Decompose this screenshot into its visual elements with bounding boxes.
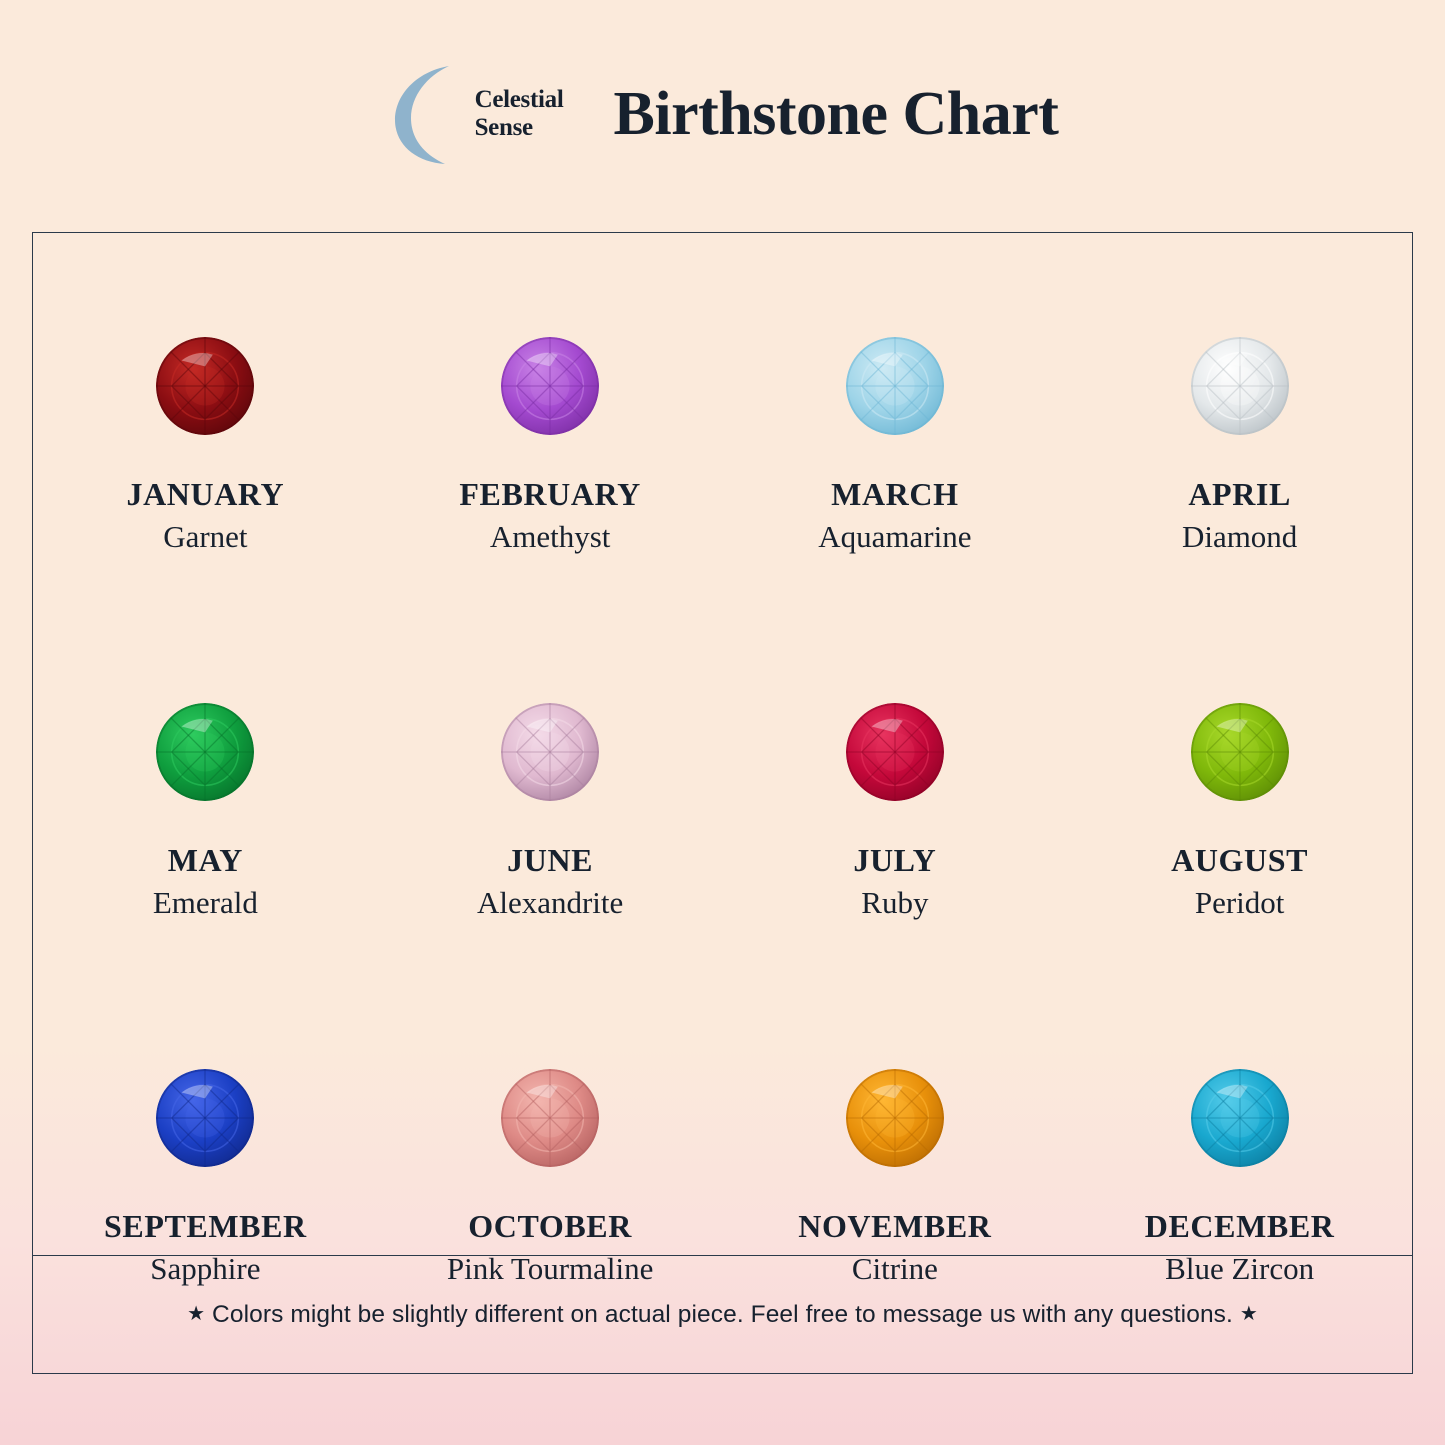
birthstone-gem-name: Diamond — [1181, 519, 1298, 555]
birthstone-gem-name: Peridot — [1194, 885, 1285, 921]
page-header — [0, 0, 1445, 170]
footer-message: Colors might be slightly different on actual piece. Feel free to message us with any questions. — [212, 1300, 1233, 1328]
birthstone-gem-name: Pink Tourmaline — [446, 1251, 654, 1287]
footer-note — [33, 1255, 1412, 1373]
birthstone-gem-name: Aquamarine — [818, 519, 972, 555]
star-icon-left: ★ — [187, 1302, 206, 1325]
crescent-moon-icon — [387, 62, 471, 166]
brand-name — [475, 86, 564, 142]
gemstone-icon — [156, 337, 254, 435]
birthstone-month: AUGUST — [1171, 842, 1309, 878]
birthstone-month: NOVEMBER — [798, 1208, 992, 1244]
birthstone-cell — [33, 295, 378, 661]
birthstone-cell — [1067, 295, 1412, 661]
birthstone-gem-name: Alexandrite — [476, 885, 624, 921]
gemstone-icon — [501, 703, 599, 801]
birthstone-month: JANUARY — [126, 476, 285, 512]
birthstone-gem-name: Amethyst — [489, 519, 611, 555]
gemstone-icon — [846, 1069, 944, 1167]
birthstone-month: JUNE — [507, 842, 594, 878]
gemstone-icon — [156, 703, 254, 801]
birthstone-gem-name: Blue Zircon — [1165, 1251, 1315, 1287]
gemstone-icon — [846, 703, 944, 801]
birthstone-month: APRIL — [1188, 476, 1291, 512]
birthstone-month: MAY — [167, 842, 244, 878]
brand-logo — [387, 62, 564, 166]
gemstone-icon — [1191, 703, 1289, 801]
gemstone-icon — [846, 337, 944, 435]
birthstone-month: MARCH — [831, 476, 959, 512]
birthstone-cell — [723, 295, 1068, 661]
birthstone-gem-name: Citrine — [851, 1251, 938, 1287]
birthstone-gem-name: Sapphire — [150, 1251, 261, 1287]
birthstone-card — [32, 232, 1413, 1374]
birthstone-cell — [33, 661, 378, 1027]
gemstone-icon — [1191, 1069, 1289, 1167]
birthstone-grid — [33, 295, 1412, 1393]
birthstone-cell — [378, 661, 723, 1027]
gemstone-icon — [156, 1069, 254, 1167]
birthstone-month: OCTOBER — [468, 1208, 632, 1244]
gemstone-icon — [501, 1069, 599, 1167]
birthstone-gem-name: Garnet — [163, 519, 248, 555]
birthstone-cell — [1067, 661, 1412, 1027]
gemstone-icon — [1191, 337, 1289, 435]
star-icon-right: ★ — [1239, 1302, 1258, 1325]
birthstone-cell — [723, 661, 1068, 1027]
birthstone-month: DECEMBER — [1144, 1208, 1335, 1244]
birthstone-gem-name: Emerald — [152, 885, 258, 921]
footer-note-text — [187, 1301, 1258, 1329]
birthstone-cell — [378, 295, 723, 661]
brand-name-line1: Celestial — [474, 86, 564, 113]
birthstone-gem-name: Ruby — [861, 885, 929, 921]
birthstone-month: SEPTEMBER — [103, 1208, 307, 1244]
birthstone-month: FEBRUARY — [459, 476, 641, 512]
brand-name-line2: Sense — [474, 114, 533, 141]
birthstone-month: JULY — [853, 842, 937, 878]
gemstone-icon — [501, 337, 599, 435]
page-title: Birthstone Chart — [613, 79, 1059, 148]
